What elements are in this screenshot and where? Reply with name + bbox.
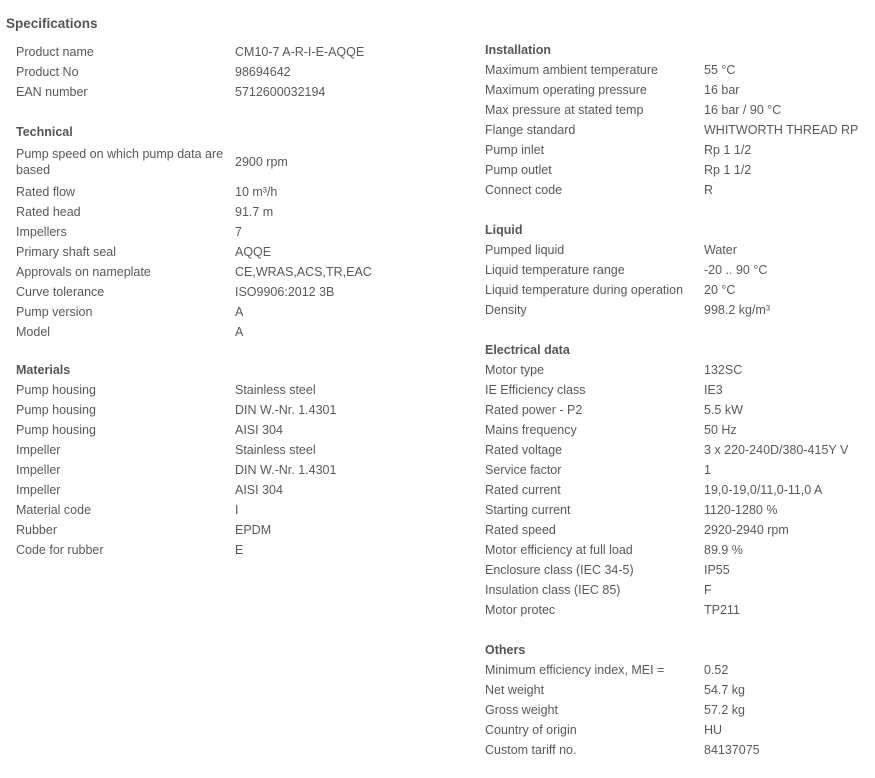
spec-value: Water bbox=[704, 243, 737, 257]
spec-row bbox=[16, 500, 456, 520]
spec-row bbox=[485, 420, 875, 440]
page-title: Specifications bbox=[6, 16, 98, 31]
spec-row bbox=[16, 322, 456, 342]
spec-label: Pump housing bbox=[16, 423, 96, 437]
spec-value: 998.2 kg/m³ bbox=[704, 303, 771, 317]
spec-row bbox=[485, 580, 875, 600]
spec-row bbox=[485, 460, 875, 480]
section-product bbox=[16, 42, 456, 102]
spec-row bbox=[16, 242, 456, 262]
spec-label: Product name bbox=[16, 45, 94, 59]
spec-value: 16 bar bbox=[704, 83, 740, 97]
spec-row bbox=[485, 520, 875, 540]
spec-label: Mains frequency bbox=[485, 423, 577, 437]
spec-row bbox=[485, 560, 875, 580]
spec-value: 84137075 bbox=[704, 743, 760, 757]
spec-label: Gross weight bbox=[485, 703, 558, 717]
spec-value: DIN W.-Nr. 1.4301 bbox=[235, 463, 337, 477]
spec-value: A bbox=[235, 305, 244, 319]
spec-label: Pump speed on which pump data are based bbox=[16, 147, 224, 177]
spec-label: Code for rubber bbox=[16, 543, 104, 557]
spec-row bbox=[485, 660, 875, 680]
spec-row bbox=[485, 280, 875, 300]
spec-row bbox=[16, 182, 456, 202]
spec-row bbox=[485, 140, 875, 160]
spec-value: R bbox=[704, 183, 714, 197]
spec-row bbox=[485, 360, 875, 380]
spec-row bbox=[16, 380, 456, 400]
spec-label: Pump housing bbox=[16, 403, 96, 417]
spec-row bbox=[485, 260, 875, 280]
spec-row bbox=[16, 142, 456, 182]
section-heading-materials: Materials bbox=[16, 363, 71, 377]
spec-label: Impeller bbox=[16, 463, 61, 477]
spec-value: 5712600032194 bbox=[235, 85, 326, 99]
spec-row bbox=[16, 420, 456, 440]
section-materials bbox=[16, 360, 456, 560]
spec-label: Net weight bbox=[485, 683, 545, 697]
spec-row bbox=[485, 720, 875, 740]
spec-row bbox=[485, 400, 875, 420]
spec-row bbox=[16, 262, 456, 282]
spec-value: ISO9906:2012 3B bbox=[235, 285, 335, 299]
spec-label: Pump version bbox=[16, 305, 93, 319]
spec-row bbox=[485, 500, 875, 520]
spec-row bbox=[485, 60, 875, 80]
spec-row bbox=[16, 82, 456, 102]
spec-value: F bbox=[704, 583, 712, 597]
spec-value: 89.9 % bbox=[704, 543, 743, 557]
spec-label: Minimum efficiency index, MEI = bbox=[485, 663, 665, 677]
spec-value: DIN W.-Nr. 1.4301 bbox=[235, 403, 337, 417]
spec-value: 91.7 m bbox=[235, 205, 274, 219]
spec-value: E bbox=[235, 543, 244, 557]
spec-row bbox=[485, 540, 875, 560]
spec-row bbox=[485, 120, 875, 140]
spec-value: 1120-1280 % bbox=[704, 503, 778, 517]
spec-label: Product No bbox=[16, 65, 79, 79]
spec-value: I bbox=[235, 503, 239, 517]
spec-value: 2900 rpm bbox=[235, 155, 288, 169]
spec-label: EAN number bbox=[16, 85, 88, 99]
spec-label: Impeller bbox=[16, 483, 61, 497]
spec-value: 7 bbox=[235, 225, 242, 239]
spec-row bbox=[16, 460, 456, 480]
spec-value: Stainless steel bbox=[235, 383, 316, 397]
spec-label: Motor protec bbox=[485, 603, 556, 617]
spec-value: 98694642 bbox=[235, 65, 291, 79]
spec-label: Rated speed bbox=[485, 523, 556, 537]
spec-value: AISI 304 bbox=[235, 423, 283, 437]
spec-value: 55 °C bbox=[704, 63, 736, 77]
spec-value: 16 bar / 90 °C bbox=[704, 103, 782, 117]
spec-label: Flange standard bbox=[485, 123, 576, 137]
spec-label: Country of origin bbox=[485, 723, 577, 737]
spec-value: 54.7 kg bbox=[704, 683, 746, 697]
spec-row bbox=[485, 300, 875, 320]
spec-row bbox=[485, 440, 875, 460]
spec-value: WHITWORTH THREAD RP bbox=[704, 123, 859, 137]
spec-label: Pump housing bbox=[16, 383, 96, 397]
spec-label: Maximum ambient temperature bbox=[485, 63, 658, 77]
spec-label: Material code bbox=[16, 503, 92, 517]
spec-value: 2920-2940 rpm bbox=[704, 523, 789, 537]
spec-label: Connect code bbox=[485, 183, 563, 197]
spec-row bbox=[485, 240, 875, 260]
spec-label: Model bbox=[16, 325, 51, 339]
spec-label: Approvals on nameplate bbox=[16, 265, 151, 279]
spec-row bbox=[485, 160, 875, 180]
spec-row bbox=[16, 282, 456, 302]
spec-row bbox=[485, 80, 875, 100]
spec-value: EPDM bbox=[235, 523, 272, 537]
spec-value: 5.5 kW bbox=[704, 403, 743, 417]
spec-value: CM10-7 A-R-I-E-AQQE bbox=[235, 45, 365, 59]
spec-row bbox=[485, 180, 875, 200]
spec-label: Pump outlet bbox=[485, 163, 552, 177]
spec-label: Custom tariff no. bbox=[485, 743, 577, 757]
spec-label: Pump inlet bbox=[485, 143, 545, 157]
spec-label: Density bbox=[485, 303, 527, 317]
spec-label: Service factor bbox=[485, 463, 562, 477]
spec-value: A bbox=[235, 325, 244, 339]
spec-value: -20 .. 90 °C bbox=[704, 263, 768, 277]
section-heading-installation: Installation bbox=[485, 43, 551, 57]
spec-label: Enclosure class (IEC 34-5) bbox=[485, 563, 634, 577]
spec-label: Rated head bbox=[16, 205, 81, 219]
section-heading-electrical: Electrical data bbox=[485, 343, 570, 357]
spec-label: Rated power - P2 bbox=[485, 403, 583, 417]
spec-row bbox=[16, 440, 456, 460]
section-others bbox=[485, 640, 875, 760]
spec-value: 20 °C bbox=[704, 283, 736, 297]
spec-row bbox=[485, 740, 875, 760]
spec-value: IP55 bbox=[704, 563, 730, 577]
section-technical bbox=[16, 122, 456, 342]
spec-row bbox=[16, 202, 456, 222]
spec-row bbox=[485, 680, 875, 700]
spec-value: 1 bbox=[704, 463, 711, 477]
spec-row bbox=[485, 100, 875, 120]
spec-value: IE3 bbox=[704, 383, 723, 397]
spec-label: Pumped liquid bbox=[485, 243, 565, 257]
spec-row bbox=[16, 540, 456, 560]
spec-label: Impellers bbox=[16, 225, 67, 239]
spec-row bbox=[485, 480, 875, 500]
spec-label: Impeller bbox=[16, 443, 61, 457]
spec-row bbox=[16, 520, 456, 540]
section-installation bbox=[485, 40, 875, 200]
spec-value: Stainless steel bbox=[235, 443, 316, 457]
spec-label: Curve tolerance bbox=[16, 285, 105, 299]
spec-value: HU bbox=[704, 723, 723, 737]
spec-label: Max pressure at stated temp bbox=[485, 103, 644, 117]
spec-value: 3 x 220-240D/380-415Y V bbox=[704, 443, 849, 457]
spec-label: IE Efficiency class bbox=[485, 383, 586, 397]
spec-label: Motor efficiency at full load bbox=[485, 543, 633, 557]
spec-label: Starting current bbox=[485, 503, 571, 517]
spec-label: Motor type bbox=[485, 363, 545, 377]
spec-row bbox=[485, 380, 875, 400]
spec-value: 57.2 kg bbox=[704, 703, 746, 717]
spec-value: CE,WRAS,ACS,TR,EAC bbox=[235, 265, 372, 279]
spec-row bbox=[16, 222, 456, 242]
spec-label: Maximum operating pressure bbox=[485, 83, 647, 97]
spec-label: Rated voltage bbox=[485, 443, 563, 457]
spec-row bbox=[16, 400, 456, 420]
spec-value: 50 Hz bbox=[704, 423, 737, 437]
spec-row bbox=[16, 302, 456, 322]
spec-row bbox=[485, 600, 875, 620]
spec-label: Insulation class (IEC 85) bbox=[485, 583, 621, 597]
spec-row bbox=[485, 700, 875, 720]
spec-value: 0.52 bbox=[704, 663, 729, 677]
section-heading-liquid: Liquid bbox=[485, 223, 523, 237]
spec-label: Liquid temperature during operation bbox=[485, 283, 684, 297]
section-heading-technical: Technical bbox=[16, 125, 73, 139]
spec-value: TP211 bbox=[704, 603, 740, 617]
spec-label: Rated flow bbox=[16, 185, 76, 199]
spec-label: Rated current bbox=[485, 483, 561, 497]
section-liquid bbox=[485, 220, 875, 320]
spec-value: 132SC bbox=[704, 363, 743, 377]
spec-value: 10 m³/h bbox=[235, 185, 278, 199]
spec-label: Primary shaft seal bbox=[16, 245, 117, 259]
section-heading-others: Others bbox=[485, 643, 526, 657]
spec-row bbox=[16, 62, 456, 82]
spec-value: AQQE bbox=[235, 245, 272, 259]
spec-value: Rp 1 1/2 bbox=[704, 143, 752, 157]
spec-value: AISI 304 bbox=[235, 483, 283, 497]
spec-label: Rubber bbox=[16, 523, 57, 537]
spec-row bbox=[16, 480, 456, 500]
spec-value: Rp 1 1/2 bbox=[704, 163, 752, 177]
section-electrical bbox=[485, 340, 875, 620]
spec-label: Liquid temperature range bbox=[485, 263, 625, 277]
spec-value: 19,0-19,0/11,0-11,0 A bbox=[704, 483, 823, 497]
spec-row bbox=[16, 42, 456, 62]
